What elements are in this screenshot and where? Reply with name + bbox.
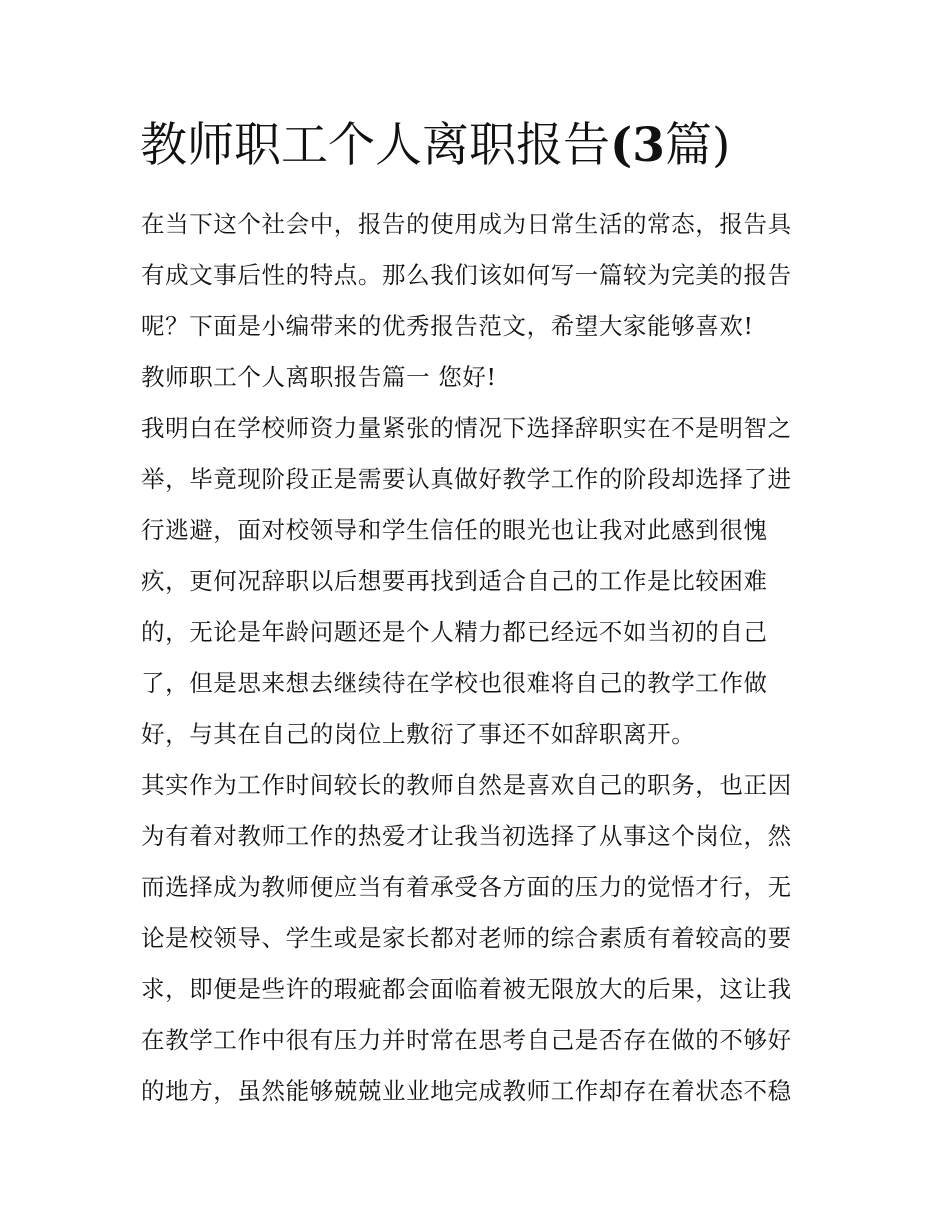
- text-line: 行逃避，面对校领导和学生信任的眼光也让我对此感到很愧: [141, 516, 768, 544]
- section-heading-line: 教师职工个人离职报告篇一 您好!: [141, 363, 497, 391]
- text-line: 我明白在学校师资力量紧张的情况下选择辞职实在不是明智之: [141, 414, 792, 442]
- text-line: 举，毕竟现阶段正是需要认真做好教学工作的阶段却选择了进: [141, 465, 792, 493]
- text-line: 有成文事后性的特点。那么我们该如何写一篇较为完美的报告: [141, 261, 792, 289]
- text-line: 呢？下面是小编带来的优秀报告范文，希望大家能够喜欢!: [141, 312, 754, 340]
- text-line: 其实作为工作时间较长的教师自然是喜欢自己的职务，也正因: [141, 771, 792, 799]
- title-count: (3: [610, 118, 665, 173]
- body-text: [141, 199, 821, 1117]
- text-line: 好，与其在自己的岗位上敷衍了事还不如辞职离开。: [141, 720, 696, 748]
- title-main: 教师职工个人离职报告: [140, 118, 610, 173]
- text-line: 在教学工作中很有压力并时常在思考自己是否存在做的不够好: [141, 1026, 792, 1054]
- text-line: 为有着对教师工作的热爱才让我当初选择了从事这个岗位，然: [141, 822, 792, 850]
- title-tail: 篇): [664, 118, 731, 173]
- text-line: 而选择成为教师便应当有着承受各方面的压力的觉悟才行，无: [141, 873, 792, 901]
- text-line: 在当下这个社会中，报告的使用成为日常生活的常态，报告具: [141, 210, 792, 238]
- page-title: [140, 116, 730, 176]
- text-line: 疚，更何况辞职以后想要再找到适合自己的工作是比较困难: [141, 567, 768, 595]
- text-line: 的，无论是年龄问题还是个人精力都已经远不如当初的自己: [141, 618, 768, 646]
- text-line: 论是校领导、学生或是家长都对老师的综合素质有着较高的要: [141, 924, 792, 952]
- text-line: 了，但是思来想去继续待在学校也很难将自己的教学工作做: [141, 669, 768, 697]
- text-line: 的地方，虽然能够兢兢业业地完成教师工作却存在着状态不稳: [141, 1077, 792, 1105]
- text-line: 求，即便是些许的瑕疵都会面临着被无限放大的后果，这让我: [141, 975, 792, 1003]
